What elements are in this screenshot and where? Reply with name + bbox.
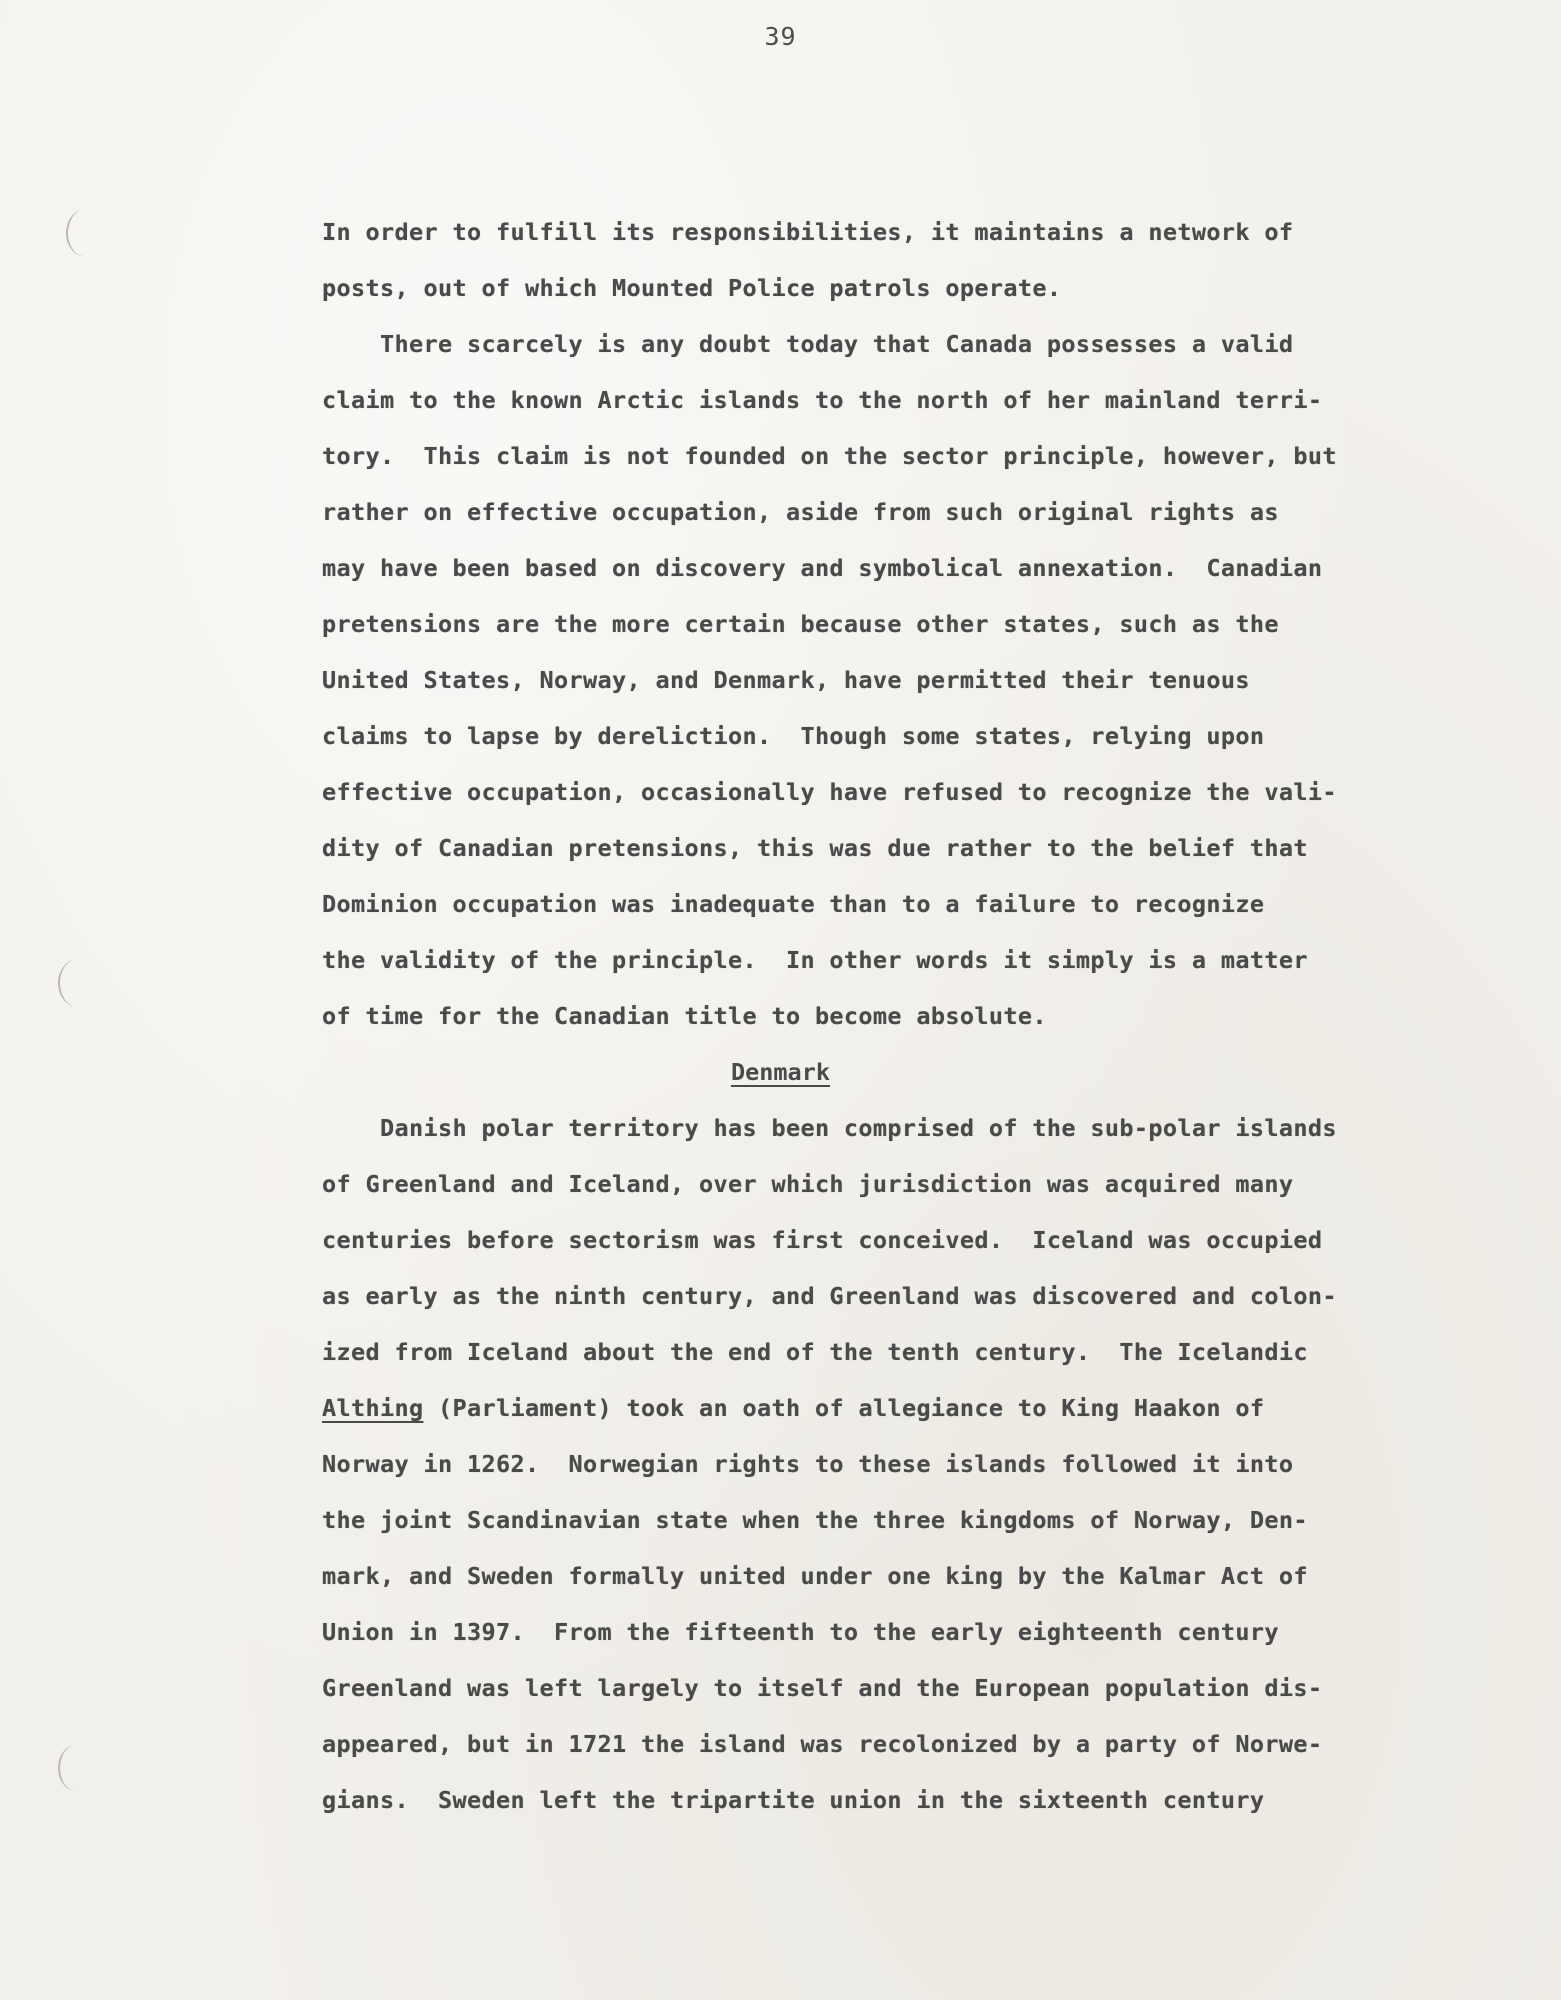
text-line-althing: [322, 1394, 1264, 1422]
text-line: claims to lapse by dereliction. Though some states, relying upon: [322, 722, 1265, 750]
text-line: centuries before sectorism was first conceived. Iceland was occupied: [322, 1226, 1323, 1254]
text-line: Union in 1397. From the fifteenth to the early eighteenth century: [322, 1618, 1279, 1646]
section-heading: [0, 1058, 1561, 1086]
text-line: the joint Scandinavian state when the three kingdoms of Norway, Den-: [322, 1506, 1308, 1534]
text-line: Danish polar territory has been comprised of the sub-polar islands: [322, 1114, 1337, 1142]
text-line: In order to fulfill its responsibilities, it maintains a network of: [322, 218, 1294, 246]
text-line: claim to the known Arctic islands to the north of her mainland terri-: [322, 386, 1323, 414]
althing-term: Althing: [322, 1394, 424, 1422]
text-line: posts, out of which Mounted Police patrols operate.: [322, 274, 1062, 302]
text-line: rather on effective occupation, aside from such original rights as: [322, 498, 1279, 526]
punch-hole-top: [66, 210, 102, 256]
text-line: gians. Sweden left the tripartite union in the sixteenth century: [322, 1786, 1265, 1814]
text-line: mark, and Sweden formally united under one king by the Kalmar Act of: [322, 1562, 1308, 1590]
text-line: pretensions are the more certain because other states, such as the: [322, 610, 1279, 638]
text-line: Dominion occupation was inadequate than to a failure to recognize: [322, 890, 1265, 918]
text-line: ized from Iceland about the end of the tenth century. The Icelandic: [322, 1338, 1308, 1366]
text-line: appeared, but in 1721 the island was recolonized by a party of Norwe-: [322, 1730, 1323, 1758]
text-line: Norway in 1262. Norwegian rights to these islands followed it into: [322, 1450, 1294, 1478]
text-line: dity of Canadian pretensions, this was due rather to the belief that: [322, 834, 1308, 862]
page-number: 39: [764, 22, 797, 51]
text-line: effective occupation, occasionally have refused to recognize the vali-: [322, 778, 1337, 806]
text-line: of time for the Canadian title to become absolute.: [322, 1002, 1047, 1030]
punch-hole-bottom: [58, 1745, 94, 1791]
text-line: may have been based on discovery and symbolical annexation. Canadian: [322, 554, 1323, 582]
text-line: United States, Norway, and Denmark, have permitted their tenuous: [322, 666, 1250, 694]
text-line: There scarcely is any doubt today that Canada possesses a valid: [322, 330, 1294, 358]
text-line: of Greenland and Iceland, over which jurisdiction was acquired many: [322, 1170, 1294, 1198]
text-line: Greenland was left largely to itself and the European population dis-: [322, 1674, 1323, 1702]
althing-line-rest: (Parliament) took an oath of allegiance to King Haakon of: [423, 1394, 1265, 1422]
section-heading-text: Denmark: [730, 1058, 831, 1086]
text-line: tory. This claim is not founded on the sector principle, however, but: [322, 442, 1337, 470]
punch-hole-middle: [58, 960, 94, 1006]
text-line: as early as the ninth century, and Greenland was discovered and colon-: [322, 1282, 1337, 1310]
text-line: the validity of the principle. In other words it simply is a matter: [322, 946, 1308, 974]
